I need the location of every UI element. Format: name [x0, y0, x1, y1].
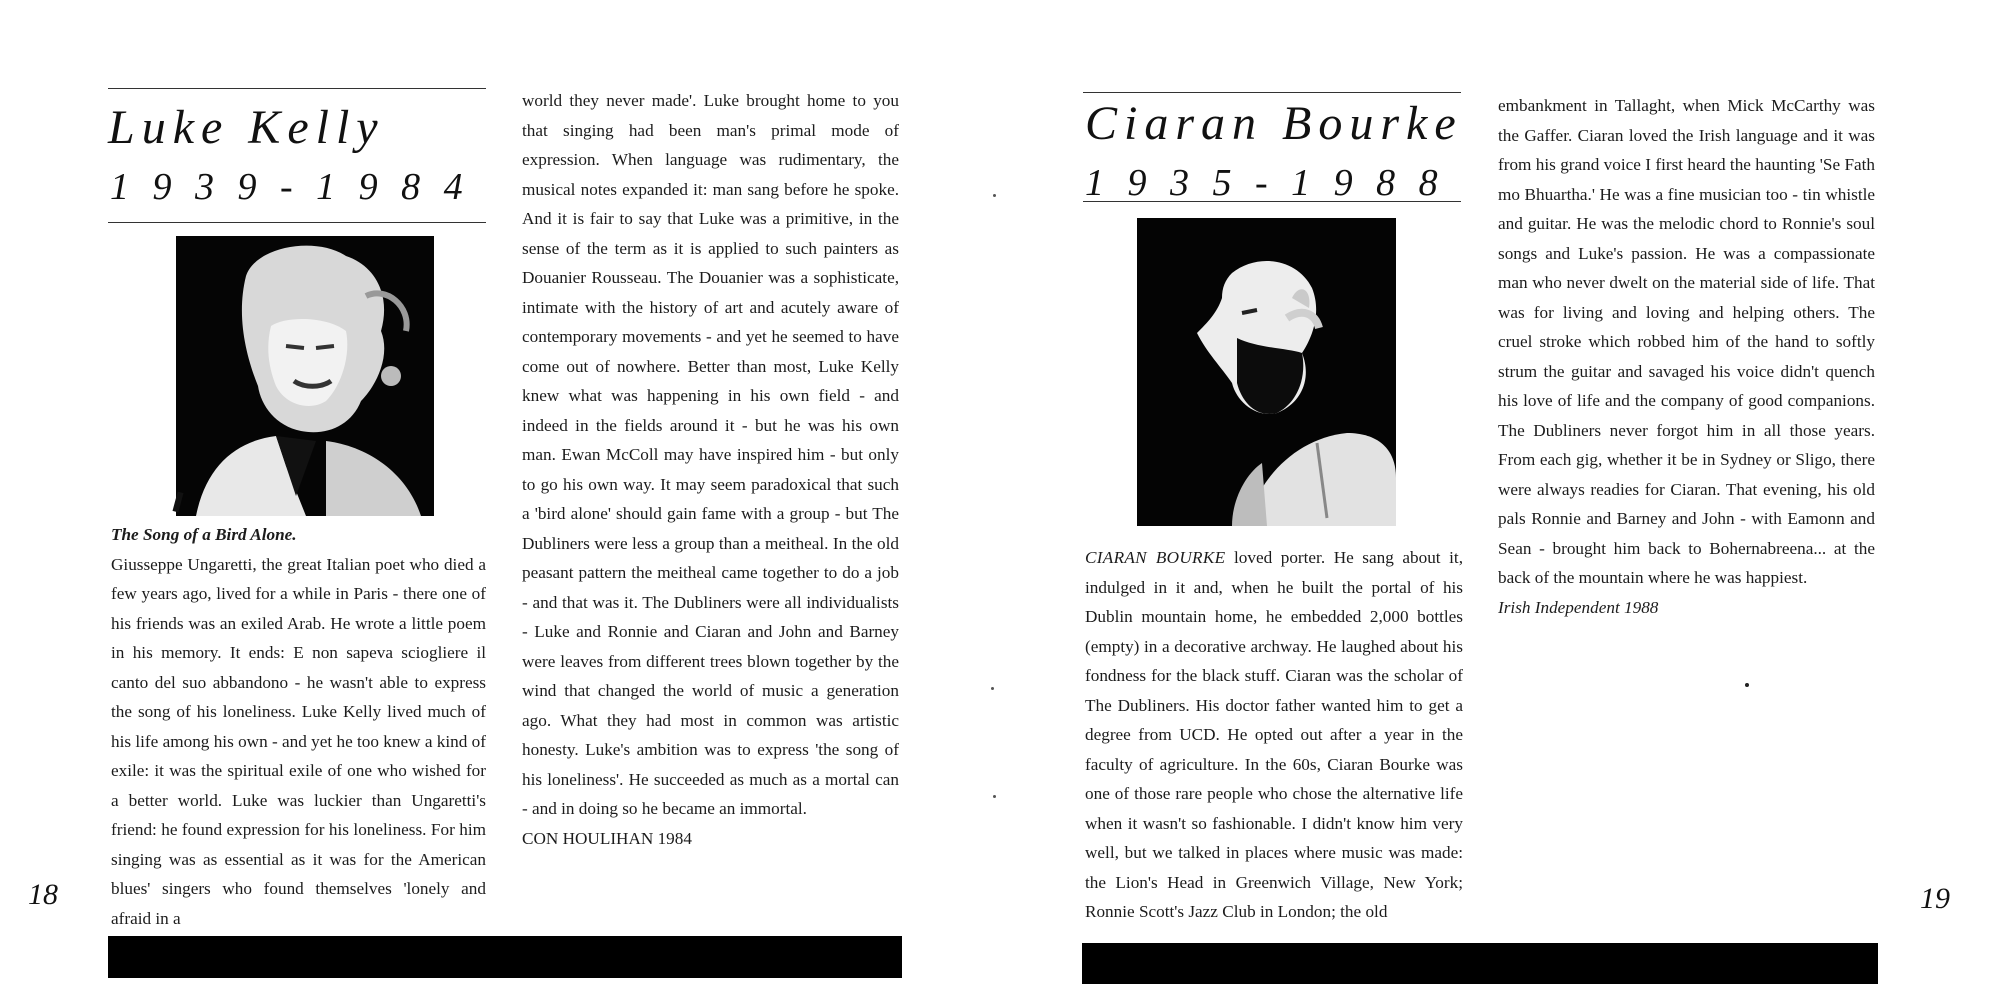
- title-top-rule: [108, 88, 486, 89]
- title-bottom-rule: [1083, 201, 1461, 202]
- scan-speck: [993, 795, 996, 798]
- life-years: 1 9 3 5 - 1 9 8 8: [1085, 162, 1438, 204]
- portrait-photo-luke-kelly: [176, 236, 434, 516]
- page-title: Ciaran Bourke: [1085, 97, 1463, 150]
- page-number: 18: [28, 878, 58, 911]
- title-bottom-rule: [108, 222, 486, 223]
- page-title: Luke Kelly: [108, 101, 385, 154]
- article-text: Giusseppe Ungaretti, the great Italian poet who died a few years ago, lived for a while in Paris - there one of his friends was an exiled Arab. He wrote a little poem in his memory. It ends: E non sapeva sciogliere il canto del suo abbandono - he wasn't able to express the song of his loneliness. Luke Kelly lived much of his life among his own - and yet he too knew a kind of exile: it was the spiritual exile of one who wished for a better world. Luke was luckier than Ungaretti's friend: he found expression for his loneliness. For him singing was as essential as it was for the American blues' singers who found themselves 'lonely and afraid in a: [111, 554, 486, 928]
- scan-speck: [1745, 683, 1749, 687]
- article-text-continued: world they never made'. Luke brought home to you that singing had been man's primal mode of expression. When language was rudimentary, the musical notes expanded it: man sang before he spoke. And it is fair to say that Luke was a primitive, in the sense of the term as it is applied to such painters as Douanier Rousseau. The Douanier was a sophisticate, intimate with the history of art and acutely aware of contemporary movements - and yet he seemed to have come out of nowhere. Better than most, Luke Kelly knew what was happening in his own field - and indeed in the fields around it - but he was his own man. Ewan McColl may have inspired him - but only to go his own way. It may seem paradoxical that such a 'bird alone' should gain fame with a group - but The Dubliners were less a group than a meitheal. In the old peasant pattern the meitheal came together to do a job - and that was it. The Dubliners were all individualists - Luke and Ronnie and Ciaran and John and Barney were leaves from different trees blown together by the wind that changed the world of music a generation ago. What they had most in common was artistic honesty. Luke's ambition was to express 'the song of his loneliness'. He succeeded as much as a mortal can - and in doing so he became an immortal.: [522, 91, 899, 818]
- footer-bar: [108, 936, 902, 978]
- author-signature: CON HOULIHAN 1984: [522, 828, 692, 848]
- caption: The Song of a Bird Alone.: [111, 525, 297, 544]
- scan-speck: [991, 687, 994, 690]
- left-column-2: [522, 86, 899, 853]
- left-column-1: [111, 520, 486, 933]
- title-top-rule: [1083, 92, 1461, 93]
- right-column-2: [1498, 91, 1875, 622]
- article-text-continued: embankment in Tallaght, when Mick McCarthy was the Gaffer. Ciaran loved the Irish language and it was from his grand voice I first heard the haunting 'Se Fath mo Bhuartha.' He was a fine musician too - tin whistle and guitar. He was the melodic chord to Ronnie's soul songs and Luke's passion. He was a compassionate man who never dwelt on the material side of life. That was for living and loving and helping others. The cruel stroke which robbed him of the hand to softly strum the guitar and savaged his voice didn't quench his love of life and the company of good companions. The Dubliners never forgot him in all those years. From each gig, whether it be in Sydney or Sligo, there were always readies for Ciaran. That evening, his old pals Ronnie and Barney and John - with Eamonn and Sean - brought him back to Bohernabreena... at the back of the mountain where he was happiest.: [1498, 96, 1875, 587]
- scan-speck: [993, 194, 996, 197]
- lead-name: CIARAN BOURKE: [1085, 548, 1226, 567]
- article-text: loved porter. He sang about it, indulged in it and, when he built the portal of his Dublin mountain home, he embedded 2,000 bottles (empty) in a decorative archway. He laughed about his fondness for the black stuff. Ciaran was the scholar of The Dubliners. His doctor father wanted him to get a degree from UCD. He opted out after a year in the faculty of agriculture. In the 60s, Ciaran Bourke was one of those rare people who chose the alternative life when it wasn't so fashionable. I didn't know him very well, but we talked in places where music was made: the Lion's Head in Greenwich Village, New York; Ronnie Scott's Jazz Club in London; the old: [1085, 548, 1463, 921]
- source-credit: Irish Independent 1988: [1498, 597, 1659, 617]
- portrait-photo-ciaran-bourke: [1137, 218, 1396, 526]
- right-column-1: [1085, 543, 1463, 927]
- life-years: 1 9 3 9 - 1 9 8 4: [110, 166, 463, 208]
- page-number: 19: [1920, 882, 1950, 915]
- footer-bar: [1082, 943, 1878, 984]
